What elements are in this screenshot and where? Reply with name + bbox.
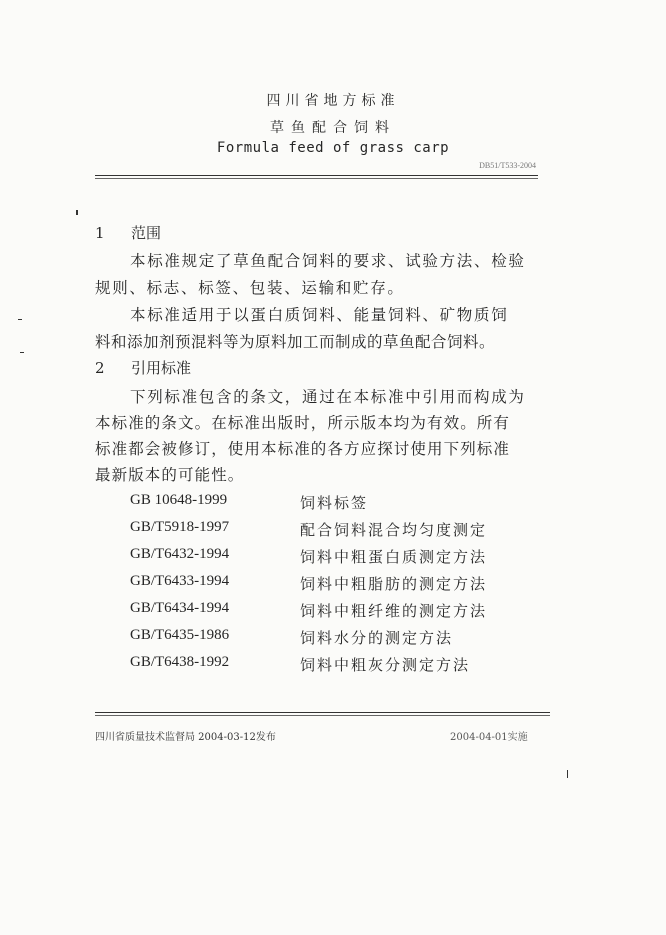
- implementation-date: 2004-04-01实施: [450, 732, 528, 743]
- section-number: 2: [95, 359, 105, 377]
- reference-code: GB/T6438-1992: [130, 654, 230, 670]
- reference-title: 饲料中粗灰分测定方法: [300, 656, 471, 674]
- scan-speck: [20, 352, 24, 353]
- reference-title: 饲料水分的测定方法: [300, 629, 454, 647]
- issuer-line: 四川省质量技术监督局 2004-03-12发布: [95, 732, 276, 743]
- reference-title: 饲料中粗纤维的测定方法: [300, 602, 488, 620]
- reference-code: GB/T6435-1986: [130, 627, 230, 643]
- reference-title: 饲料中粗蛋白质测定方法: [300, 548, 488, 566]
- standard-code: DB51/T533-2004: [479, 161, 536, 170]
- section-title: 范围: [131, 224, 162, 242]
- standard-name: 四川省地方标准: [266, 93, 400, 109]
- reference-code: GB/T6432-1994: [130, 546, 230, 562]
- reference-title: 饲料标签: [300, 494, 369, 512]
- reference-code: GB/T5918-1997: [130, 519, 230, 535]
- title-chinese: 草鱼配合饲料: [270, 120, 396, 136]
- paragraph-line: 本标准规定了草鱼配合饲料的要求、试验方法、检验: [130, 252, 526, 270]
- reference-title: 饲料中粗脂肪的测定方法: [300, 575, 488, 593]
- section-number: 1: [95, 224, 105, 242]
- reference-title: 配合饲料混合均匀度测定: [300, 521, 488, 539]
- scan-speck: [567, 770, 568, 778]
- reference-code: GB/T6434-1994: [130, 600, 230, 616]
- reference-code: GB 10648-1999: [130, 492, 228, 508]
- header-rule: [95, 175, 538, 179]
- paragraph-line: 下列标准包含的条文，通过在本标准中引用而构成为: [130, 388, 526, 406]
- scan-speck: [18, 319, 22, 320]
- paragraph-line: 料和添加剂预混料等为原料加工而制成的草鱼配合饲料。: [95, 333, 496, 351]
- section-title: 引用标准: [131, 359, 192, 377]
- footer-rule: [95, 712, 550, 716]
- section-2-heading: [95, 357, 191, 378]
- paragraph-line: 规则、标志、标签、包装、运输和贮存。: [95, 279, 405, 297]
- paragraph-line: 最新版本的可能性。: [95, 466, 245, 484]
- paragraph-line: 本标准适用于以蛋白质饲料、能量饲料、矿物质饲: [130, 306, 509, 324]
- scan-speck: [76, 210, 78, 215]
- section-1-heading: [95, 222, 161, 243]
- paragraph-line: 本标准的条文。在标准出版时，所示版本均为有效。所有: [95, 414, 511, 432]
- paragraph-line: 标准都会被修订，使用本标准的各方应探讨使用下列标准: [95, 440, 511, 458]
- title-english: Formula feed of grass carp: [216, 140, 450, 156]
- reference-code: GB/T6433-1994: [130, 573, 230, 589]
